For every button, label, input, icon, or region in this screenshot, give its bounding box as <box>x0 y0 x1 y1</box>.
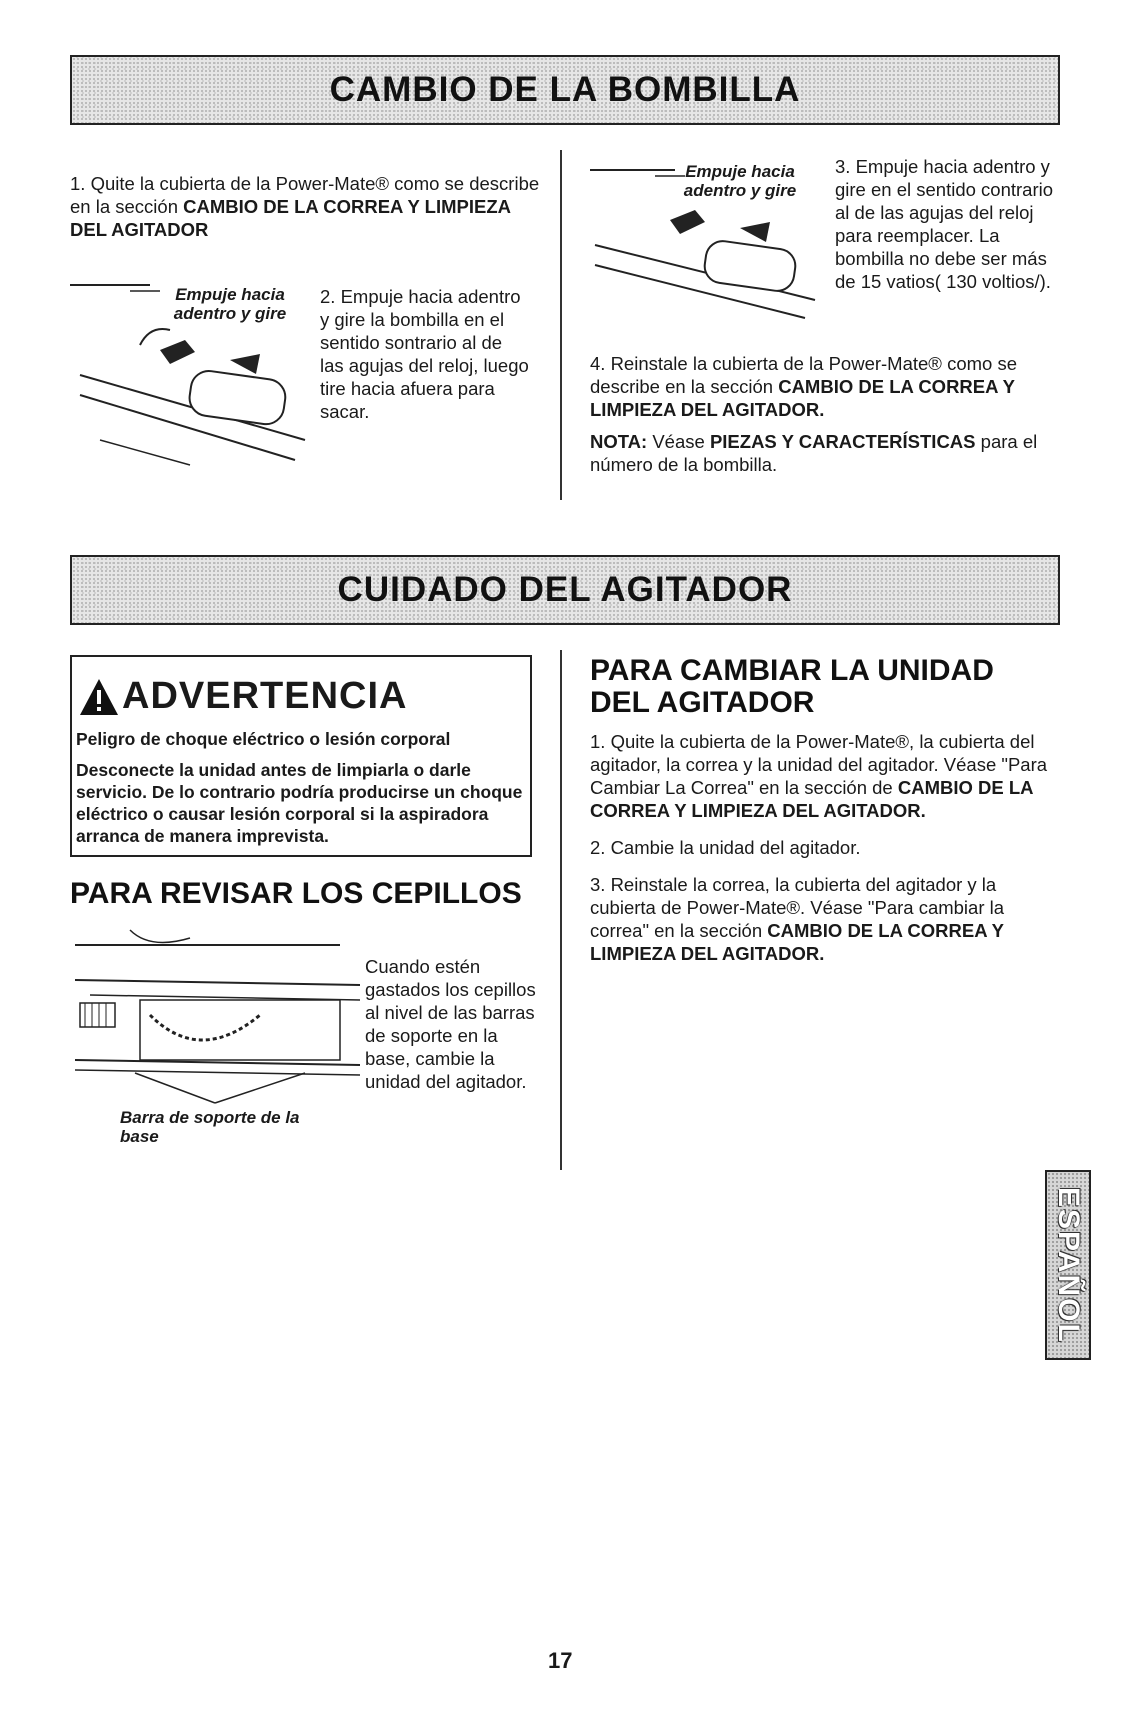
bulb-note: NOTA: Véase PIEZAS Y CARACTERÍSTICAS para el número de la bombilla. <box>590 431 1038 475</box>
page-number: 17 <box>548 1648 573 1673</box>
change-step-2: 2. Cambie la unidad del agitador. <box>590 837 861 858</box>
warning-body: Desconecte la unidad antes de limpiarla o darle servicio. De lo contrario podría producirse un choque eléctrico o causar lesión corporal si la aspiradora arranca de manera imprevista. <box>76 760 523 846</box>
warning-triangle-icon <box>78 677 120 717</box>
brush-illustration <box>70 925 360 1105</box>
warning-title: ADVERTENCIA <box>122 675 408 717</box>
section-title-bulb: CAMBIO DE LA BOMBILLA <box>329 70 801 109</box>
language-tab-label: ESPAÑOL <box>1052 1186 1085 1344</box>
step-4-and-note <box>590 352 1060 485</box>
language-tab <box>1045 1170 1091 1360</box>
column-divider-lower <box>560 650 562 1170</box>
warning-box <box>70 655 532 857</box>
heading-check-brushes: PARA REVISAR LOS CEPILLOS <box>70 877 522 910</box>
warning-hazard: Peligro de choque eléctrico o lesión corporal <box>76 729 451 749</box>
step-1: 1. Quite la cubierta de la Power-Mate® como se describe en la sección CAMBIO DE LA CORREA Y LIMPIEZA DEL AGITADOR <box>70 173 540 240</box>
section-title-agitator: CUIDADO DEL AGITADOR <box>337 570 793 609</box>
step-4: 4. Reinstale la cubierta de la Power-Mate® como se describe en la sección CAMBIO DE LA CORREA Y LIMPIEZA DEL AGITADOR. <box>590 353 1017 420</box>
caption-push-turn-left: Empuje hacia adentro y gire <box>173 285 287 323</box>
heading-change-agitator: PARA CAMBIAR LA UNIDAD DEL AGITADOR <box>590 654 994 719</box>
change-step-3: 3. Reinstale la correa, la cubierta del agitador y la cubierta de Power-Mate®. Véase "Para cambiar la correa" en la sección CAMBIO DE LA CORREA Y LIMPIEZA DEL AGITADOR. <box>590 874 1005 964</box>
section-banner-bulb <box>70 55 1060 125</box>
brushes-text: Cuando estén gastados los cepillos al nivel de las barras de soporte en la base, cambie la unidad del agitador. <box>365 956 536 1092</box>
step-3: 3. Empuje hacia adentro y gire en el sentido contrario al de las agujas del reloj para reemplacer. La bombilla no debe ser más de 15 vatios( 130 voltios/). <box>835 156 1054 292</box>
column-divider <box>560 150 562 500</box>
change-agitator-steps <box>590 730 1060 974</box>
caption-push-turn-right: Empuje hacia adentro y gire <box>683 162 797 200</box>
caption-support-bar: Barra de soporte de la base <box>120 1108 300 1146</box>
change-step-1: 1. Quite la cubierta de la Power-Mate®, la cubierta del agitador, la correa y la unidad del agitador. Véase "Para Cambiar La Correa" en la sección de CAMBIO DE LA CORREA Y LIMPIEZA DEL AGITADOR. <box>590 731 1048 821</box>
section-banner-agitator <box>70 555 1060 625</box>
step-2: 2. Empuje hacia adentro y gire la bombilla en el sentido sontrario al de las agujas del reloj, luego tire hacia afuera para sacar. <box>320 286 529 422</box>
